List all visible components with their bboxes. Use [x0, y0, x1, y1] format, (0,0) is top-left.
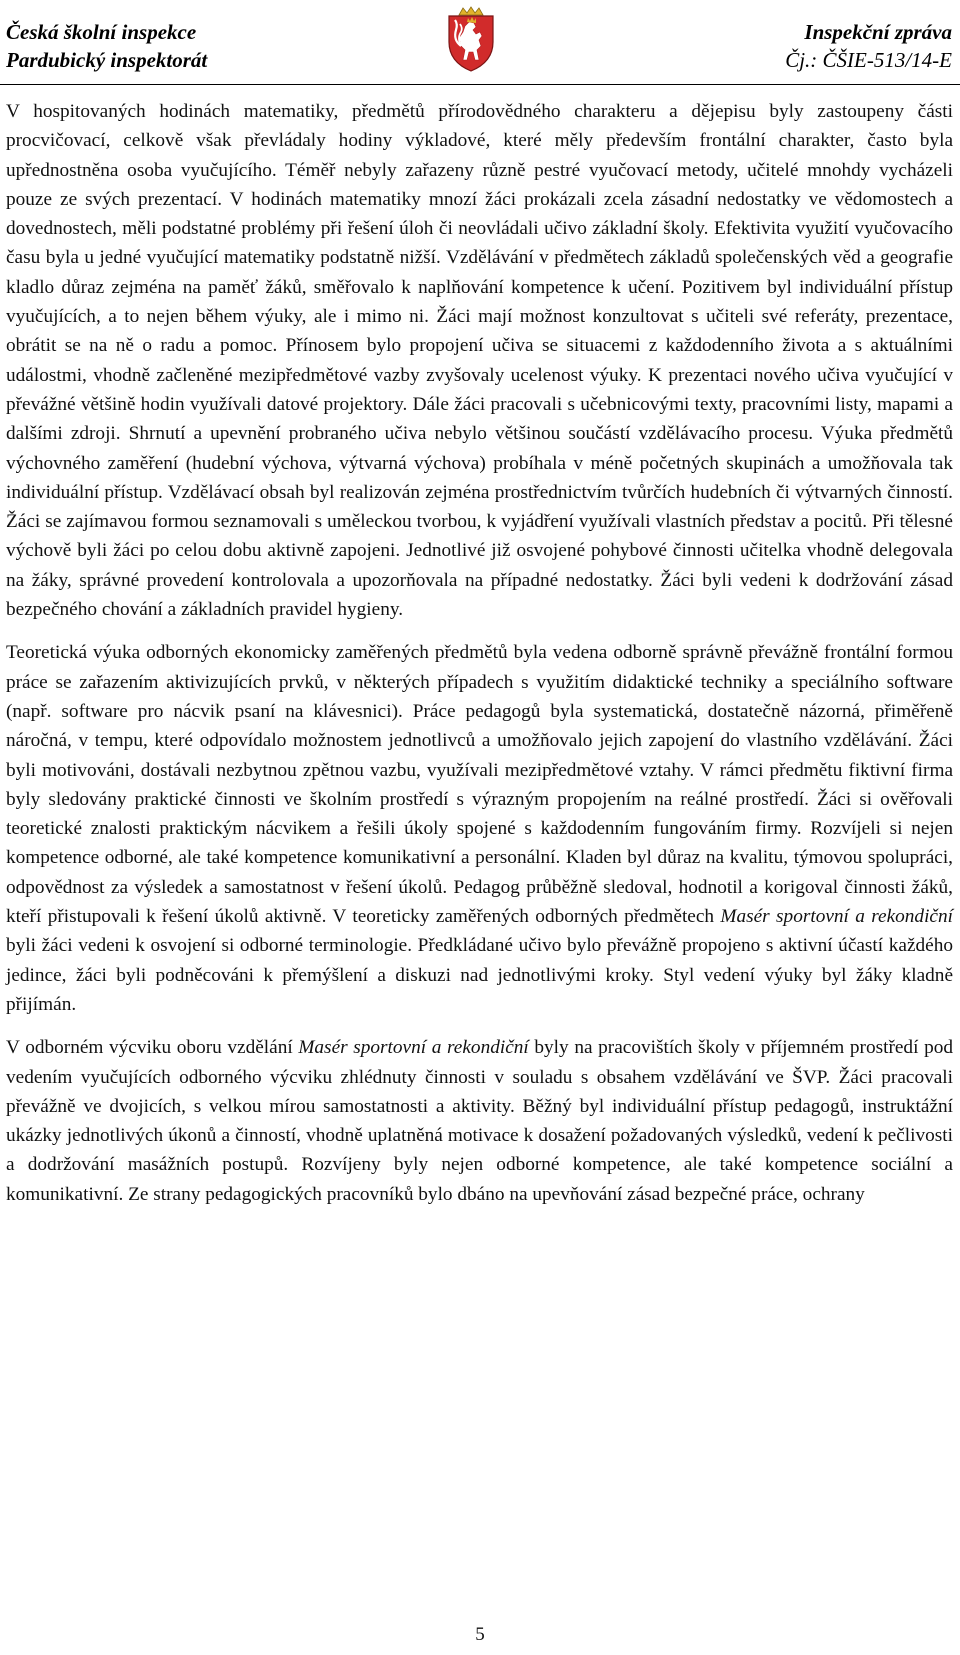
report-body: [6, 97, 953, 1223]
program-name: Masér sportovní a rekondiční: [720, 906, 953, 928]
document-reference: Čj.: ČŠIE-513/14-E: [785, 48, 952, 72]
organization-name: Česká školní inspekce: [6, 20, 197, 44]
paragraph-practical-training: [6, 1033, 953, 1209]
paragraph-theory-teaching: [6, 638, 953, 1019]
czech-coat-of-arms-icon: [445, 6, 497, 72]
header-document: [785, 18, 952, 74]
program-name: Masér sportovní a rekondiční: [298, 1037, 529, 1059]
paragraph-text: V odborném výcviku oboru vzdělání: [6, 1037, 299, 1059]
page-number: 5: [475, 1624, 485, 1645]
header-divider: [0, 84, 960, 85]
document-title: Inspekční zpráva: [804, 20, 952, 44]
paragraph-text: byli žáci vedeni k osvojení si odborné terminologie. Předkládané učivo bylo převážně propojeno s aktivní účastí každého jedince, žáci byli podněcováni k přemýšlení a diskuzi nad jednotlivými kroky. Styl vedení výuky byl žáky kladně přijímán.: [6, 935, 953, 1015]
paragraph-text: Teoretická výuka odborných ekonomicky zaměřených předmětů byla vedena odborně správně převážně frontální formou práce se zařazením aktivizujících prvků, v některých případech s využitím didaktické techniky a speciálního software (např. software pro nácvik psaní na klávesnici). Práce pedagogů byla systematická, dostatečně názorná, přiměřeně náročná, v tempu, které odpovídalo možnostem jednotlivců a umožňovalo jejich zapojení do vlastního vzdělávání. Žáci byli motivováni, dostávali nezbytnou zpětnou vazbu, využívali mezipředmětové vztahy. V rámci předmětu fiktivní firma byly sledovány praktické činnosti ve školním prostředí s výrazným propojením na reálné prostředí. Žáci si ověřovali teoretické znalosti praktickým nácvikem a řešili úkoly spojené s každodenním fungováním firmy. Rozvíjeli si nejen kompetence odborné, ale také kompetence komunikativní a personální. Kladen byl důraz na kvalitu, týmovou spolupráci, odpovědnost za výsledek a samostatnost v řešení úkolů. Pedagog průběžně sledoval, hodnotil a korigoval činnosti žáků, kteří přistupovali k řešení úkolů aktivně. V teoreticky zaměřených odborných předmětech: [6, 642, 953, 928]
page-header: [0, 0, 960, 90]
paragraph-text: byly na pracovištích školy v příjemném prostředí pod vedením vyučujících odborného výcviku zhlédnuty činnosti v souladu s obsahem vzdělávání ve ŠVP. Žáci pracovali převážně ve dvojicích, s velkou mírou samostatnosti a aktivity. Běžný byl individuální přístup pedagogů, instruktážní ukázky jednotlivých úkonů a činností, vhodně uplatněná motivace k dosažení požadovaných výsledků, vedení k pečlivosti a dodržování masážních postupů. Rozvíjeny byly nejen odborné kompetence, ale také kompetence sociální a komunikativní. Ze strany pedagogických pracovníků bylo dbáno na upevňování zásad bezpečné práce, ochrany: [6, 1037, 953, 1205]
inspectorate-name: Pardubický inspektorát: [6, 48, 208, 72]
paragraph-teaching-general: V hospitovaných hodinách matematiky, předmětů přírodovědného charakteru a dějepisu byly zastoupeny části procvičovací, celkově však převládaly hodiny výkladové, které měly především frontální charakter, často byla upřednostněna osoba vyučujícího. Téměř nebyly zařazeny různě pestré vyučovací metody, učitelé mnohdy vycházeli pouze ze svých prezentací. V hodinách matematiky mnozí žáci prokázali zcela zásadní nedostatky ve vědomostech a dovednostech, měli podstatné problémy při řešení úloh či neovládali učivo základní školy. Efektivita využití vyučovacího času byla u jedné vyučující matematiky podstatně nižší. Vzdělávání v předmětech základů společenských věd a geografie kladlo důraz zejména na paměť žáků, směřovalo k naplňování kompetence k učení. Pozitivem byl individuální přístup vyučujících, a to nejen během výuky, ale i mimo ni. Žáci mají možnost konzultovat s učiteli své referáty, prezentace, obrátit se na ně o radu a pomoc. Přínosem bylo propojení učiva se situacemi z každodenního života a s aktuálními událostmi, vhodně začleněné mezipředmětové vazby zvyšovaly ucelenost výuky. K prezentaci nového učiva vyučující v převážné většině hodin využívali datové projektory. Dále žáci pracovali s učebnicovými texty, pracovními listy, mapami a dalšími zdroji. Shrnutí a upevnění probraného učiva nebylo většinou součástí vzdělávacího procesu. Výuka předmětů výchovného zaměření (hudební výchova, výtvarná výchova) probíhala v méně početných skupinách a umožňovala tak individuální přístup. Vzdělávací obsah byl realizován zejména prostřednictvím tvůrčích hudebních či výtvarných činností. Žáci se zajímavou formou seznamovali s uměleckou tvorbou, k vyjádření využívali vlastních představ a pocitů. Při tělesné výchově byli žáci po celou dobu aktivně zapojeni. Jednotlivé již osvojené pohybové činnosti učitelka vhodně delegovala na žáky, správné provedení kontrolovala a upozorňovala na případné nedostatky. Žáci byli vedeni k dodržování zásad bezpečného chování a základních pravidel hygieny.: [6, 101, 953, 621]
header-organization: [6, 18, 207, 74]
